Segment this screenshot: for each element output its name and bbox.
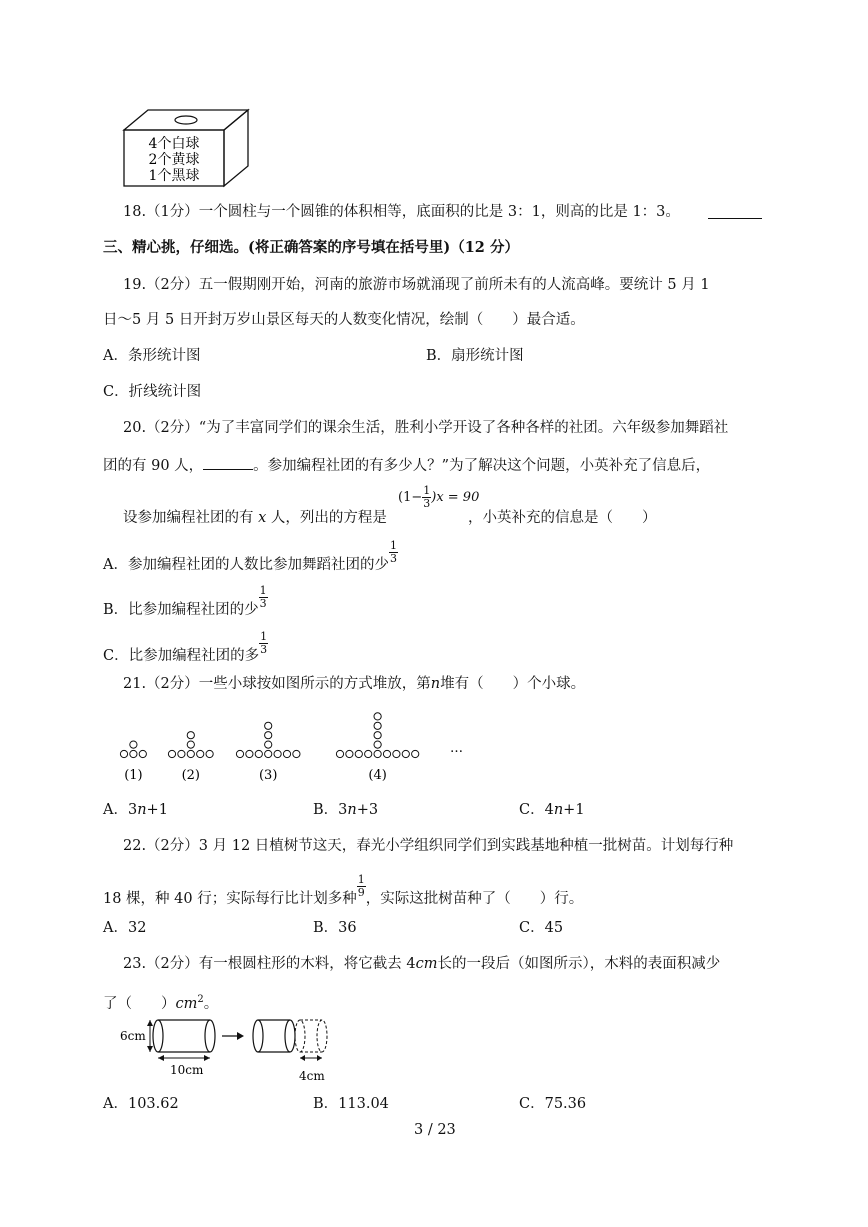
box-line-2: 2个黄球 [148, 152, 200, 168]
q22-line-2: 18 棵，种 40 行；实际每行比计划多种 $\frac{1}{9}$ ，实际这批树苗种了（ ）行。 [103, 872, 584, 907]
q22-option-a[interactable]: A．32 [103, 920, 147, 936]
pile-label: (3) [258, 768, 278, 783]
ball-stack-figure [118, 702, 478, 784]
q20-option-c[interactable]: C．比参加编程社团的多 $\frac{1}{3}$ [103, 629, 268, 664]
q23-option-c[interactable]: C．75.36 [519, 1096, 587, 1112]
q21-option-a[interactable]: A．3n+1 [103, 802, 168, 818]
q20-eq-fraction: $\frac{1}{3}$ [423, 484, 431, 510]
label-6cm: 6cm [120, 1029, 146, 1043]
ellipsis: … [450, 741, 463, 756]
ball [336, 750, 343, 757]
ball [236, 750, 243, 757]
q22-option-c[interactable]: C．45 [519, 920, 564, 936]
q20-line-3: 设参加编程社团的有 x 人，列出的方程是 [123, 510, 387, 526]
ball [374, 741, 381, 748]
q20-option-a[interactable]: A．参加编程社团的人数比参加舞蹈社团的少 $\frac{1}{3}$ [103, 538, 397, 573]
ball [197, 750, 204, 757]
ball [365, 750, 372, 757]
q23-line-2: 了（ ）$cm^2$。 [103, 994, 219, 1012]
ball [393, 750, 400, 757]
ball [139, 750, 146, 757]
q19-option-c[interactable]: C．折线统计图 [103, 384, 202, 400]
pile-label: (2) [181, 768, 201, 783]
q18-text: 18.（1分）一个圆柱与一个圆锥的体积相等，底面积的比是 3：1，则高的比是 1：3。 [123, 204, 680, 220]
ball [265, 750, 272, 757]
ball [187, 741, 194, 748]
ball [206, 750, 213, 757]
ball [246, 750, 253, 757]
fraction-one-third: $\frac{1}{3}$ [259, 583, 267, 610]
ball [168, 750, 175, 757]
ball [346, 750, 353, 757]
pile-label: (4) [368, 768, 387, 783]
q21-text: 21.（2分）一些小球按如图所示的方式堆放，第n堆有（ ）个小球。 [123, 676, 586, 692]
ball-box-figure [120, 108, 252, 188]
q19-option-a[interactable]: A．条形统计图 [103, 348, 201, 364]
ball [374, 732, 381, 739]
q23-option-a[interactable]: A．103.62 [103, 1096, 179, 1112]
ball [374, 722, 381, 729]
q20-line-2: 团的有 90 人， 。参加编程社团的有多少人？”为了解决这个问题，小英补充了信息后， [103, 455, 710, 476]
fraction-one-third: $\frac{1}{3}$ [389, 538, 397, 565]
q18-answer-blank[interactable] [708, 218, 762, 219]
ball [374, 713, 381, 720]
ball [265, 732, 272, 739]
q21-option-c[interactable]: C．4n+1 [519, 802, 585, 818]
q20-option-b[interactable]: B．比参加编程社团的少 $\frac{1}{3}$ [103, 583, 267, 618]
ball [265, 722, 272, 729]
q20-equation: (1− $\frac{1}{3}$ )x = 90 [398, 484, 480, 510]
fraction-one-third: $\frac{1}{3}$ [260, 629, 268, 656]
cylinder-figure [118, 1016, 348, 1088]
ball [402, 750, 409, 757]
q22-line-1: 22.（2分）3 月 12 日植树节这天，春光小学组织同学们到实践基地种植一批树苗。计划每行种 [123, 838, 734, 854]
q21-option-b[interactable]: B．3n+3 [313, 802, 379, 818]
q20-blank[interactable] [203, 455, 253, 470]
ball [187, 732, 194, 739]
box-line-1: 4个白球 [148, 136, 200, 152]
ball [355, 750, 362, 757]
ball [283, 750, 290, 757]
q20-line-3-tail: ，小英补充的信息是（ ） [468, 510, 657, 526]
page-number: 3 / 23 [414, 1122, 456, 1138]
box-line-3: 1个黑球 [148, 168, 200, 184]
q20-line-1: 20.（2分）“为了丰富同学们的课余生活，胜利小学开设了各种各样的社团。六年级参加舞蹈社 [123, 420, 729, 436]
q19-line-2: 日～5 月 5 日开封万岁山景区每天的人数变化情况，绘制（ ）最合适。 [103, 312, 585, 328]
ball [374, 750, 381, 757]
q19-line-1: 19.（2分）五一假期刚开始，河南的旅游市场就涌现了前所未有的人流高峰。要统计 5 月 1 [123, 277, 710, 293]
ball [255, 750, 262, 757]
fraction-one-ninth: $\frac{1}{9}$ [357, 872, 365, 899]
ball [130, 750, 137, 757]
ball [293, 750, 300, 757]
ball [187, 750, 194, 757]
label-4cm: 4cm [299, 1069, 325, 1083]
ball [178, 750, 185, 757]
pile-label: (1) [124, 768, 143, 783]
q23-option-b[interactable]: B．113.04 [313, 1096, 389, 1112]
ball [412, 750, 419, 757]
ball [274, 750, 281, 757]
q22-option-b[interactable]: B．36 [313, 920, 357, 936]
ball [383, 750, 390, 757]
ball [265, 741, 272, 748]
ball [130, 741, 137, 748]
ball [120, 750, 127, 757]
q19-option-b[interactable]: B．扇形统计图 [426, 348, 524, 364]
label-10cm: 10cm [170, 1063, 204, 1077]
q23-line-1: 23.（2分）有一根圆柱形的木料，将它截去 4cm长的一段后（如图所示），木料的表面积减少 [123, 956, 721, 972]
section-3-title: 三、精心挑，仔细选。(将正确答案的序号填在括号里)（12 分） [103, 239, 519, 256]
